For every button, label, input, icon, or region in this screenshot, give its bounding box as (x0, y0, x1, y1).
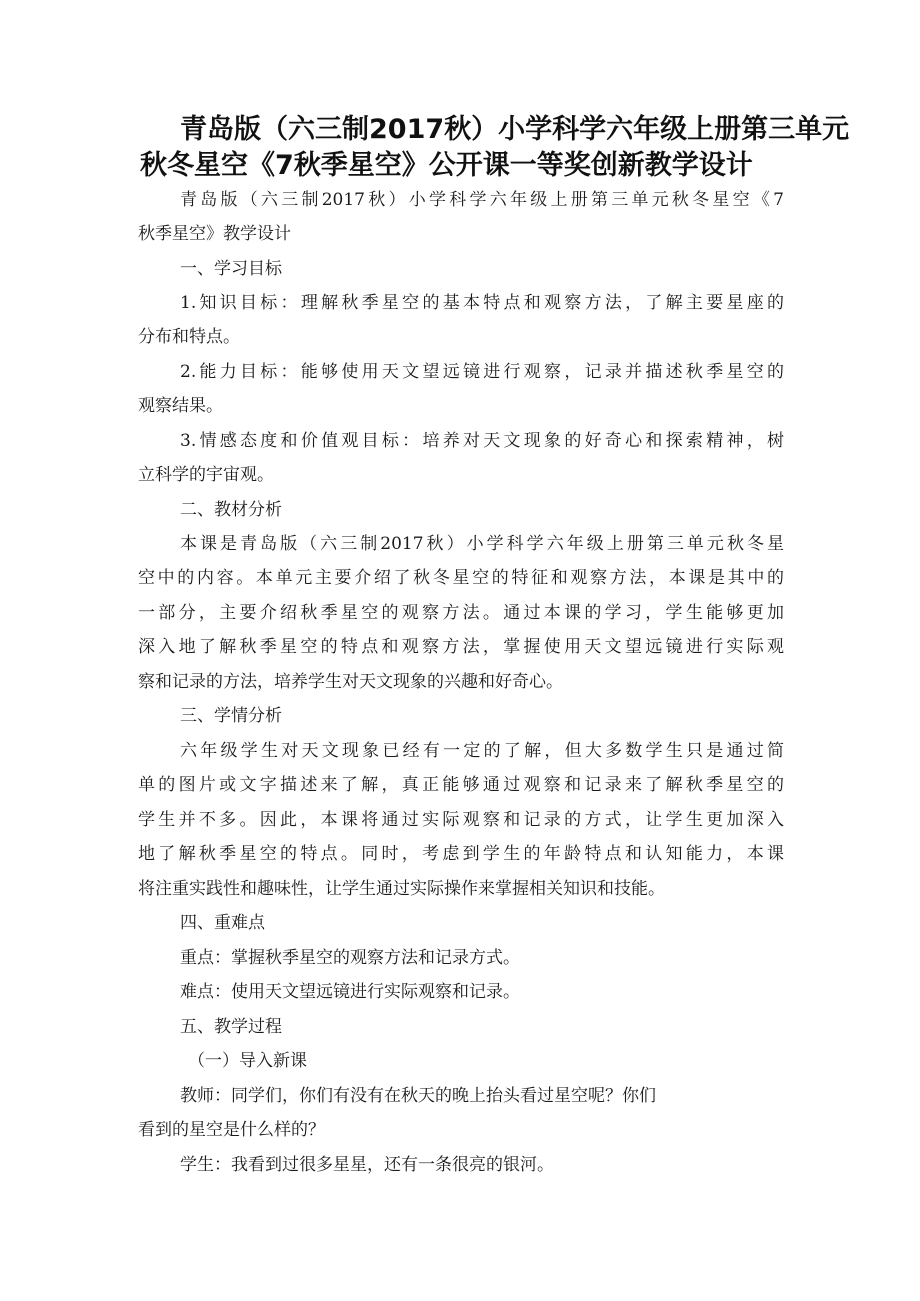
objective-2-line-1: 2.能力目标：能够使用天文望远镜进行观察，记录并描述秋季星空的 (180, 362, 784, 382)
key-point: 重点：掌握秋季星空的观察方法和记录方式。 (180, 948, 520, 968)
learners-paragraph-line-3: 学生并不多。因此，本课将通过实际观察和记录的方式，让学生更加深入 (138, 810, 784, 830)
material-paragraph-line-5: 察和记录的方法，培养学生对天文现象的兴趣和好奇心。 (138, 672, 563, 692)
learners-paragraph-line-5: 将注重实践性和趣味性，让学生通过实际操作来掌握相关知识和技能。 (138, 879, 665, 899)
material-paragraph-line-4: 深入地了解秋季星空的特点和观察方法，掌握使用天文望远镜进行实际观 (138, 637, 784, 657)
learners-paragraph-line-1: 六年级学生对天文现象已经有一定的了解，但大多数学生只是通过简 (180, 741, 784, 761)
material-paragraph-line-3: 一部分，主要介绍秋季星空的观察方法。通过本课的学习，学生能够更加 (138, 603, 784, 623)
doc-title-line-2: 秋冬星空《7秋季星空》公开课一等奖创新教学设计 (140, 150, 753, 181)
objective-3-line-2: 立科学的宇宙观。 (138, 465, 274, 485)
difficult-point: 难点：使用天文望远镜进行实际观察和记录。 (180, 982, 520, 1002)
process-subheading-intro: （一）导入新课 (188, 1051, 307, 1071)
learners-paragraph-line-2: 单的图片或文字描述来了解，真正能够通过观察和记录来了解秋季星空的 (138, 775, 784, 795)
material-paragraph-line-1: 本课是青岛版（六三制2017秋）小学科学六年级上册第三单元秋冬星 (180, 534, 784, 554)
objective-3-line-1: 3.情感态度和价值观目标：培养对天文现象的好奇心和探索精神，树 (180, 431, 784, 451)
teacher-dialogue-line-2: 看到的星空是什么样的？ (138, 1120, 325, 1140)
objective-1-line-1: 1.知识目标：理解秋季星空的基本特点和观察方法，了解主要星座的 (180, 293, 784, 313)
section-heading-learners: 三、学情分析 (180, 706, 282, 726)
doc-subtitle-line-2: 秋季星空》教学设计 (138, 224, 291, 244)
doc-title-line-1: 青岛版（六三制2017秋）小学科学六年级上册第三单元 (180, 114, 850, 145)
section-heading-objectives: 一、学习目标 (180, 259, 282, 279)
teacher-dialogue-line-1: 教师：同学们，你们有没有在秋天的晚上抬头看过星空呢？你们 (180, 1086, 656, 1106)
learners-paragraph-line-4: 地了解秋季星空的特点。同时，考虑到学生的年龄特点和认知能力，本课 (138, 844, 784, 864)
doc-subtitle-line-1: 青岛版（六三制2017秋）小学科学六年级上册第三单元秋冬星空《7 (180, 190, 784, 210)
section-heading-material: 二、教材分析 (180, 500, 282, 520)
objective-2-line-2: 观察结果。 (138, 396, 223, 416)
section-heading-process: 五、教学过程 (180, 1017, 282, 1037)
objective-1-line-2: 分布和特点。 (138, 327, 240, 347)
student-dialogue: 学生：我看到过很多星星，还有一条很亮的银河。 (180, 1155, 554, 1175)
section-heading-key-points: 四、重难点 (180, 913, 265, 933)
material-paragraph-line-2: 空中的内容。本单元主要介绍了秋冬星空的特征和观察方法，本课是其中的 (138, 568, 784, 588)
